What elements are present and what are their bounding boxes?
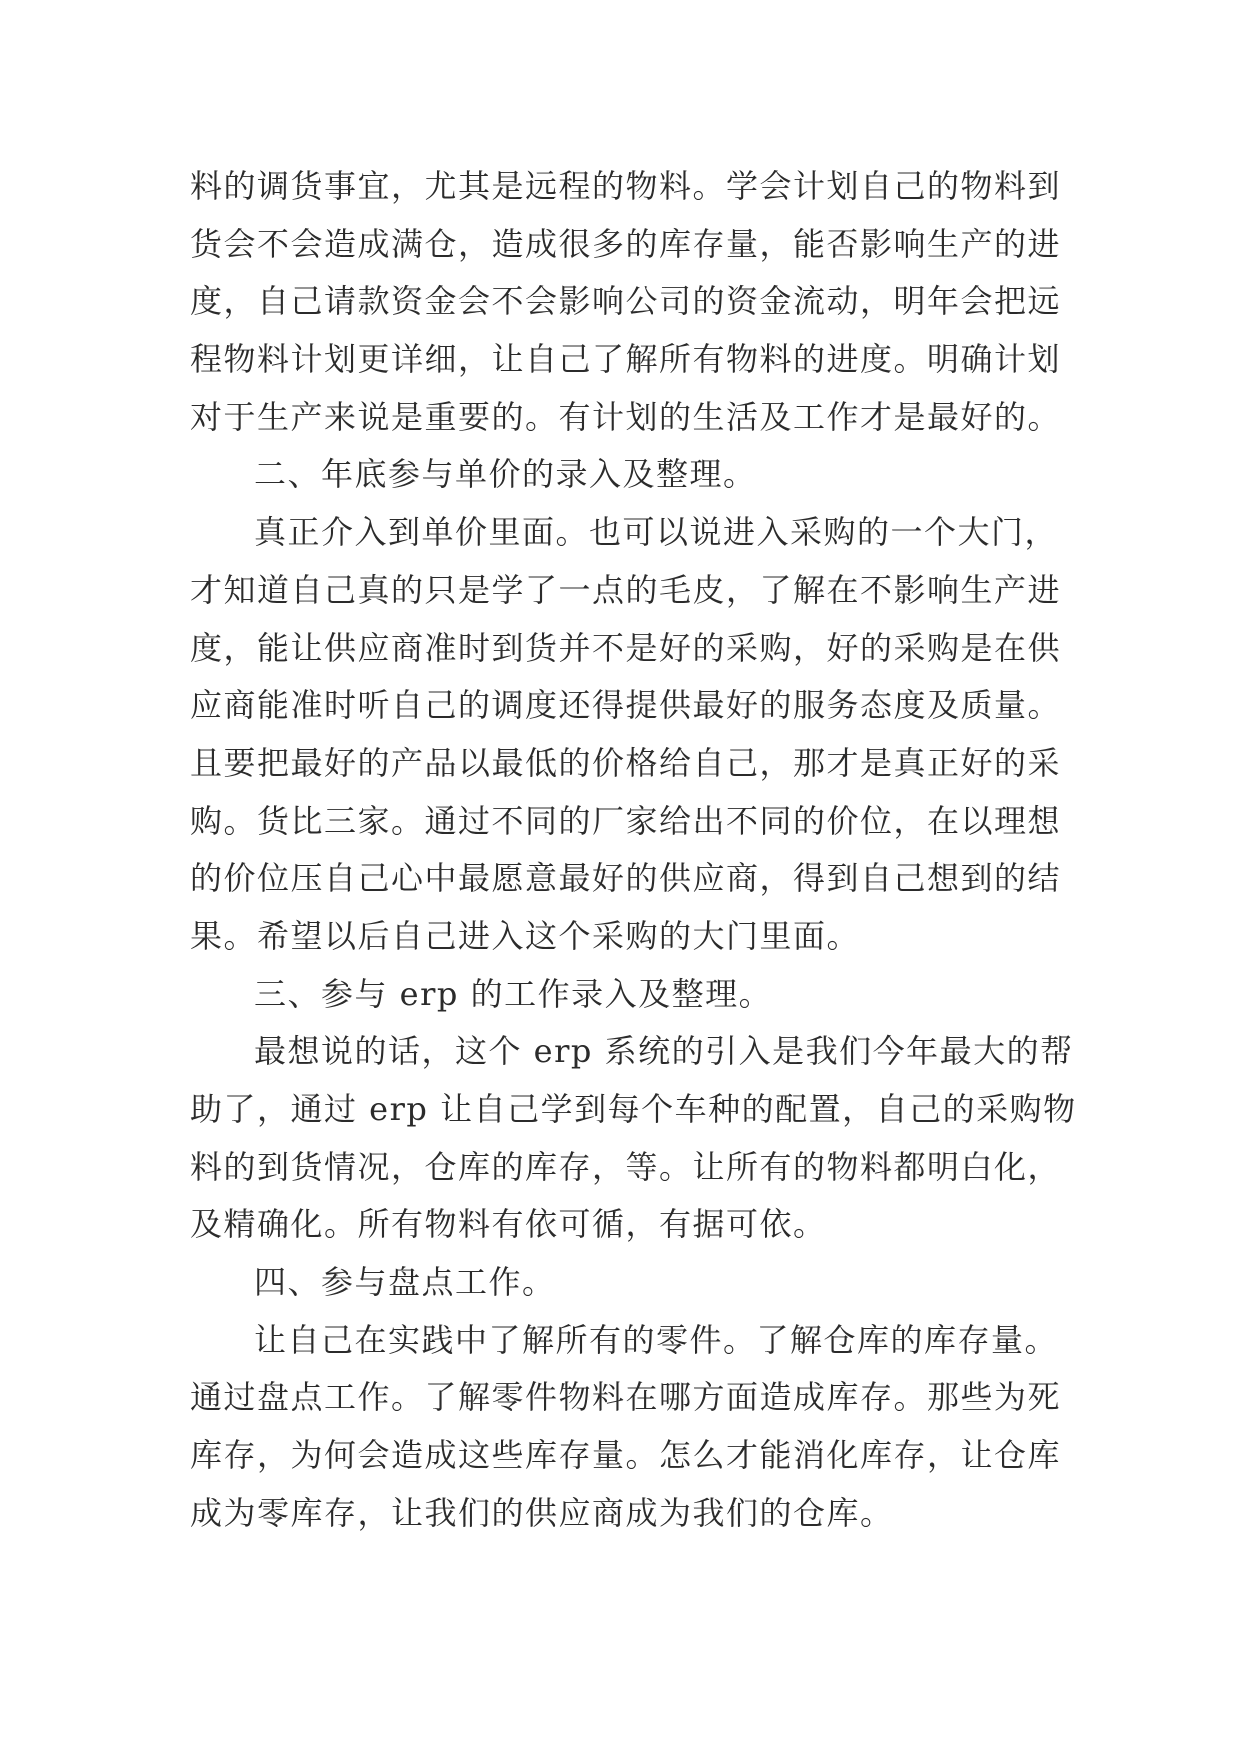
- text-line: 果。希望以后自己进入这个采购的大门里面。: [190, 916, 861, 955]
- text-line: 对于生产来说是重要的。有计划的生活及工作才是最好的。: [190, 397, 1062, 436]
- text-line: 程物料计划更详细，让自己了解所有物料的进度。明确计划: [190, 340, 1062, 379]
- text-line: 及精确化。所有物料有依可循，有据可依。: [190, 1205, 827, 1244]
- text-line: 货会不会造成满仓，造成很多的库存量，能否影响生产的进: [190, 224, 1062, 263]
- text-line: 通过盘点工作。了解零件物料在哪方面造成库存。那些为死: [190, 1378, 1062, 1417]
- text-line: 度，自己请款资金会不会影响公司的资金流动，明年会把远: [190, 282, 1062, 321]
- text-line: 真正介入到单价里面。也可以说进入采购的一个大门，: [254, 513, 1059, 552]
- text-line: 助了，通过 erp 让自己学到每个车种的配置，自己的采购物: [190, 1090, 1077, 1128]
- text-line: 的价位压自己心中最愿意最好的供应商，得到自己想到的结: [190, 859, 1062, 898]
- text-line: 四、参与盘点工作。: [254, 1263, 556, 1302]
- text-line: 且要把最好的产品以最低的价格给自己，那才是真正好的采: [190, 743, 1062, 782]
- text-line: 库存，为何会造成这些库存量。怎么才能消化库存，让仓库: [190, 1436, 1062, 1475]
- text-line: 让自己在实践中了解所有的零件。了解仓库的库存量。: [254, 1320, 1059, 1359]
- text-line: 最想说的话，这个 erp 系统的引入是我们今年最大的帮: [254, 1032, 1074, 1071]
- text-line: 料的到货情况，仓库的库存，等。让所有的物料都明白化，: [190, 1147, 1062, 1186]
- text-line: 才知道自己真的只是学了一点的毛皮，了解在不影响生产进: [190, 570, 1062, 609]
- text-line: 二、年底参与单价的录入及整理。: [254, 455, 757, 494]
- text-line: 三、参与 erp 的工作录入及整理。: [254, 974, 773, 1013]
- text-line: 料的调货事宜，尤其是远程的物料。学会计划自己的物料到: [190, 167, 1062, 205]
- document-body: [190, 158, 1080, 1543]
- text-line: 应商能准时听自己的调度还得提供最好的服务态度及质量。: [190, 686, 1062, 725]
- text-line: 度，能让供应商准时到货并不是好的采购，好的采购是在供: [190, 628, 1062, 667]
- text-line: 购。货比三家。通过不同的厂家给出不同的价位，在以理想: [190, 801, 1062, 840]
- text-line: 成为零库存，让我们的供应商成为我们的仓库。: [190, 1493, 894, 1532]
